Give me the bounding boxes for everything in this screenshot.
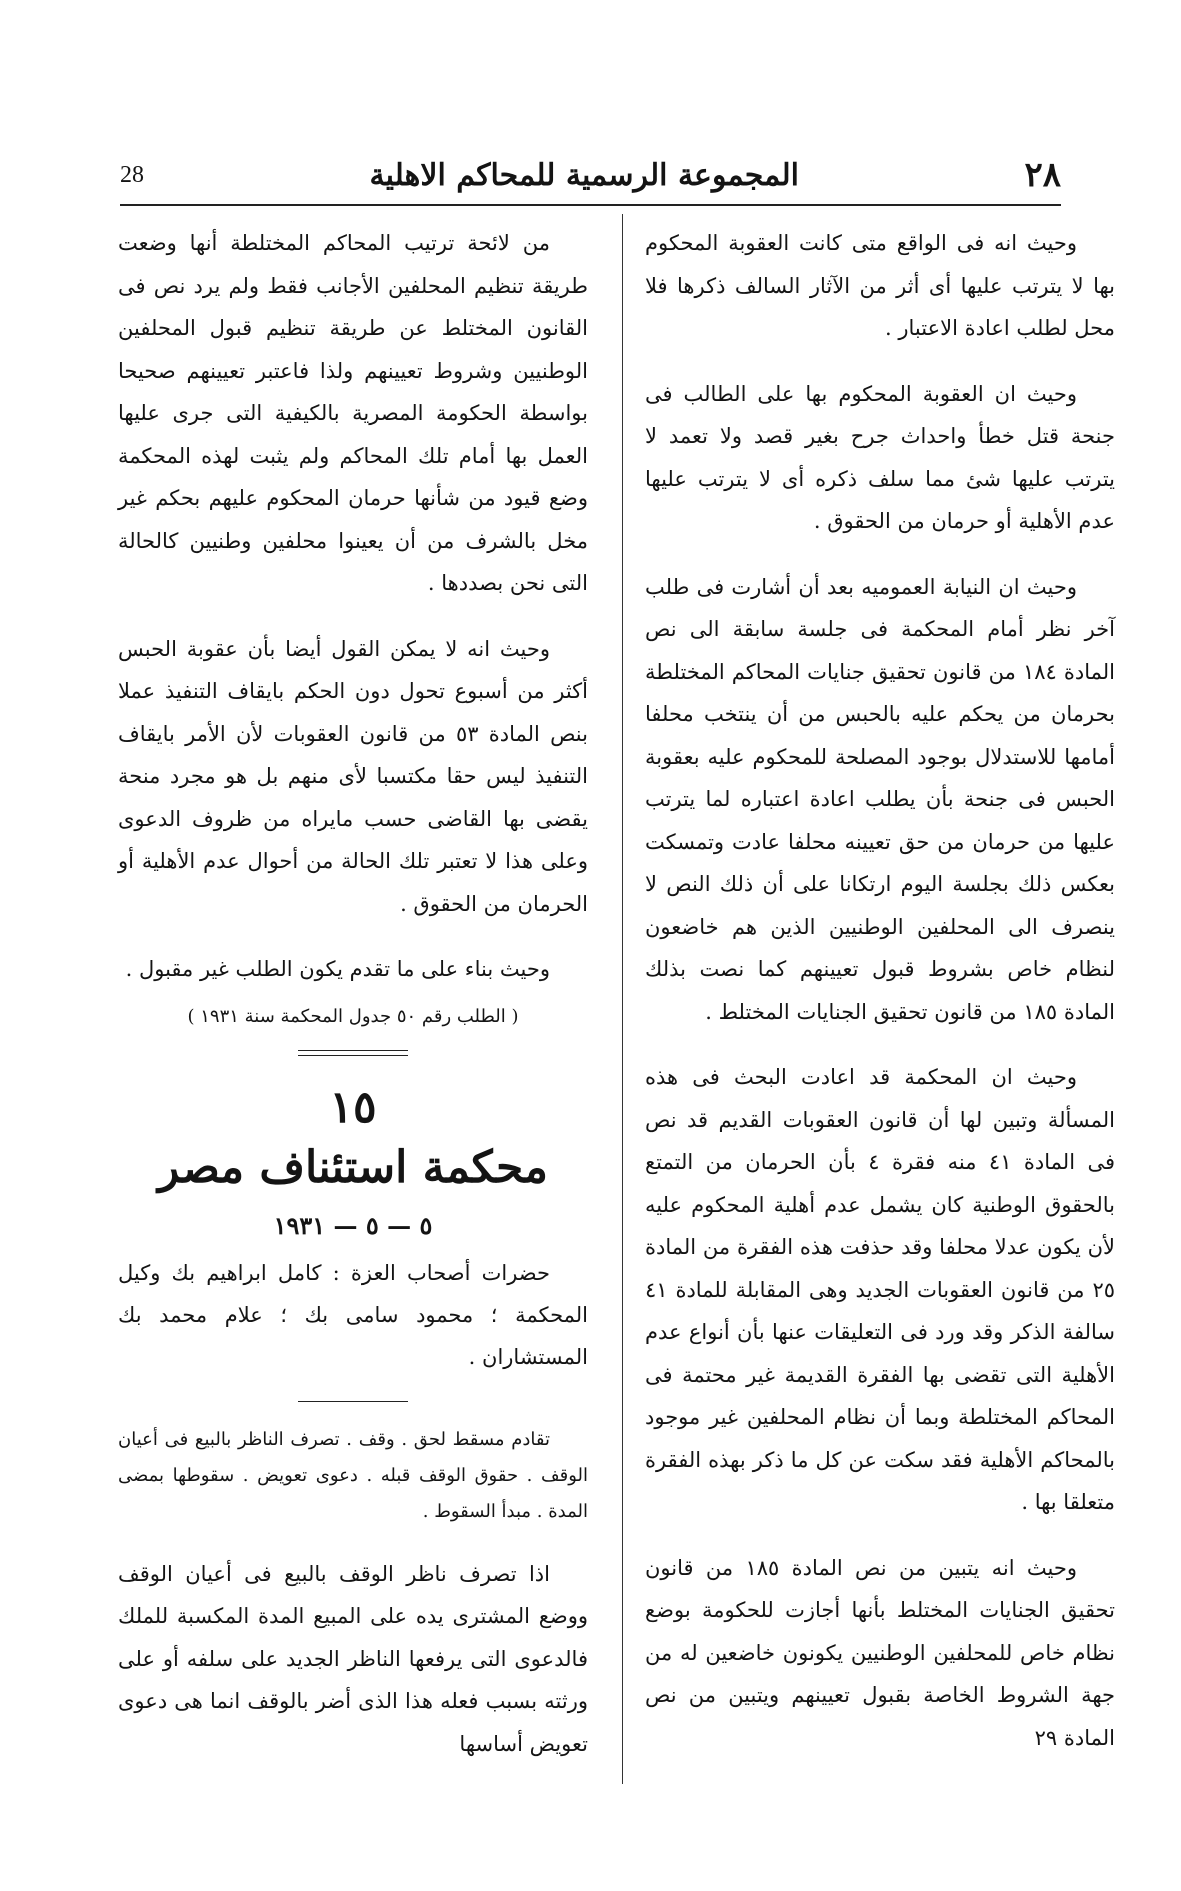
court-name: محكمة استئناف مصر <box>158 1141 548 1193</box>
paragraph: وحيث ان المحكمة قد اعادت البحث فى هذه المسألة وتبين لها أن قانون العقوبات القديم قد نص فى المادة ٤١ منه فقرة ٤ بأن الحرمان من التمتع بالحقوق الوطنية كان يشمل عدم أهلية المحكوم عليه لأن يكون عدلا محلفا وقد حذفت هذه الفقرة من المادة ٢٥ من قانون العقوبات الجديد وهى المقابلة للمادة ٤١ سالفة الذكر وقد ورد فى التعليقات عنها بأن أنواع عدم الأهلية التى تقضى بها الفقرة القديمة غير محتمة فى المحاكم المختلطة وبما أن نظام المحلفين غير موجود بالمحاكم الأهلية فقد سكت عن كل ما ذكر بهذه الفقرة متعلقا بها . <box>645 1065 1115 1514</box>
paragraph: وحيث ان النيابة العموميه بعد أن أشارت فى طلب آخر نظر أمام المحكمة فى جلسة سابقة الى نص المادة ١٨٤ من قانون تحقيق جنايات المحاكم المختلطة بحرمان من يحكم عليه بالحبس من أن ينتخب محلفا أمامها للاستدلال بوجود المصلحة للمحكوم عليه بعقوبة الحبس فى جنحة بأن يطلب اعادة اعتباره لما يترتب عليها من حرمان من حق تعيينه محلفا عادت وتمسكت بعكس ذلك بجلسة اليوم ارتكانا على أن ذلك النص لا ينصرف الى المحلفين الوطنيين الذين هم خاضعون لنظام خاص بشروط قبول تعيينهم كما نصت بذلك المادة ١٨٥ من قانون تحقيق الجنايات المختلط . <box>645 574 1115 1024</box>
paragraph: وحيث انه يتبين من نص المادة ١٨٥ من قانون تحقيق الجنايات المختلط بأنها أجازت للحكومة بوضع نظام خاص للمحلفين الوطنيين يكونون خاضعين له من جهة الشروط الخاصة بقبول تعيينهم ويتبين من نص المادة ٢٩ <box>645 1555 1115 1750</box>
section-separator <box>298 1050 408 1060</box>
page-number-arabic: ٢٨ <box>1024 155 1061 195</box>
right-column <box>645 222 1115 1759</box>
paragraph: وحيث ان العقوبة المحكوم بها على الطالب فى جنحة قتل خطأ واحداث جرح بغير قصد ولا تعمد لا يترتب عليها شئ مما سلف ذكره أى لا يترتب عليها عدم الأهلية أو حرمان من الحقوق . <box>645 381 1115 533</box>
left-column <box>118 222 588 1765</box>
page-header <box>120 150 1061 200</box>
case-reference-note: ( الطلب رقم ٥٠ جدول المحكمة سنة ١٩٣١ ) <box>187 1005 519 1027</box>
case-number: ١٥ <box>329 1081 377 1133</box>
header-rule <box>120 204 1061 206</box>
short-rule <box>298 1401 408 1402</box>
case-date: ٥ — ٥ — ١٩٣١ <box>273 1210 433 1240</box>
column-divider <box>622 214 623 1784</box>
page-number-latin: 28 <box>120 161 144 188</box>
case-summary: اذا تصرف ناظر الوقف بالبيع فى أعيان الوقف ووضع المشترى يده على المبيع المدة المكسبة للملك فالدعوى التى يرفعها الناظر الجديد على سلفه أو على ورثته بسبب فعله هذا الذى أضر بالوقف انما هى دعوى تعويض أساسها <box>118 1561 588 1756</box>
paragraph: وحيث بناء على ما تقدم يكون الطلب غير مقبول . <box>125 957 550 981</box>
journal-title: المجموعة الرسمية للمحاكم الاهلية <box>369 157 799 193</box>
paragraph: من لائحة ترتيب المحاكم المختلطة أنها وضعت طريقة تنظيم المحلفين الأجانب فقط ولم يرد نص فى القانون المختلط عن طريقة تنظيم قبول المحلفين الوطنيين وشروط تعيينهم ولذا فاعتبر تعيينهم صحيحا بواسطة الحكومة المصرية بالكيفية التى جرى عليها العمل بها أمام تلك المحاكم ولم يثبت لهذه المحكمة وضع قيود من شأنها حرمان المحكوم عليهم بحكم غير مخل بالشرف من أن يعينوا محلفين وطنيين كالحالة التى نحن بصددها . <box>118 231 588 595</box>
paragraph: وحيث انه لا يمكن القول أيضا بأن عقوبة الحبس أكثر من أسبوع تحول دون الحكم بايقاف التنفيذ عملا بنص المادة ٥٣ من قانون العقوبات لأن الأمر بايقاف التنفيذ ليس حقا مكتسبا لأى منهم بل هو مجرد منحة يقضى بها القاضى حسب مايراه من ظروف الدعوى وعلى هذا لا تعتبر تلك الحالة من أحوال عدم الأهلية أو الحرمان من الحقوق . <box>118 636 588 916</box>
paragraph: وحيث انه فى الواقع متى كانت العقوبة المحكوم بها لا يترتب عليها أى أثر من الآثار السالف ذكرها فلا محل لطلب اعادة الاعتبار . <box>645 231 1115 340</box>
judges-panel: حضرات أصحاب العزة : كامل ابراهيم بك وكيل المحكمة ؛ محمود سامى بك ؛ علام محمد بك المستشاران . <box>118 1260 588 1369</box>
headnote: تقادم مسقط لحق . وقف . تصرف الناظر بالبيع فى أعيان الوقف . حقوق الوقف قبله . دعوى تعويض . سقوطها بمضى المدة . مبدأ السقوط . <box>118 1428 588 1522</box>
